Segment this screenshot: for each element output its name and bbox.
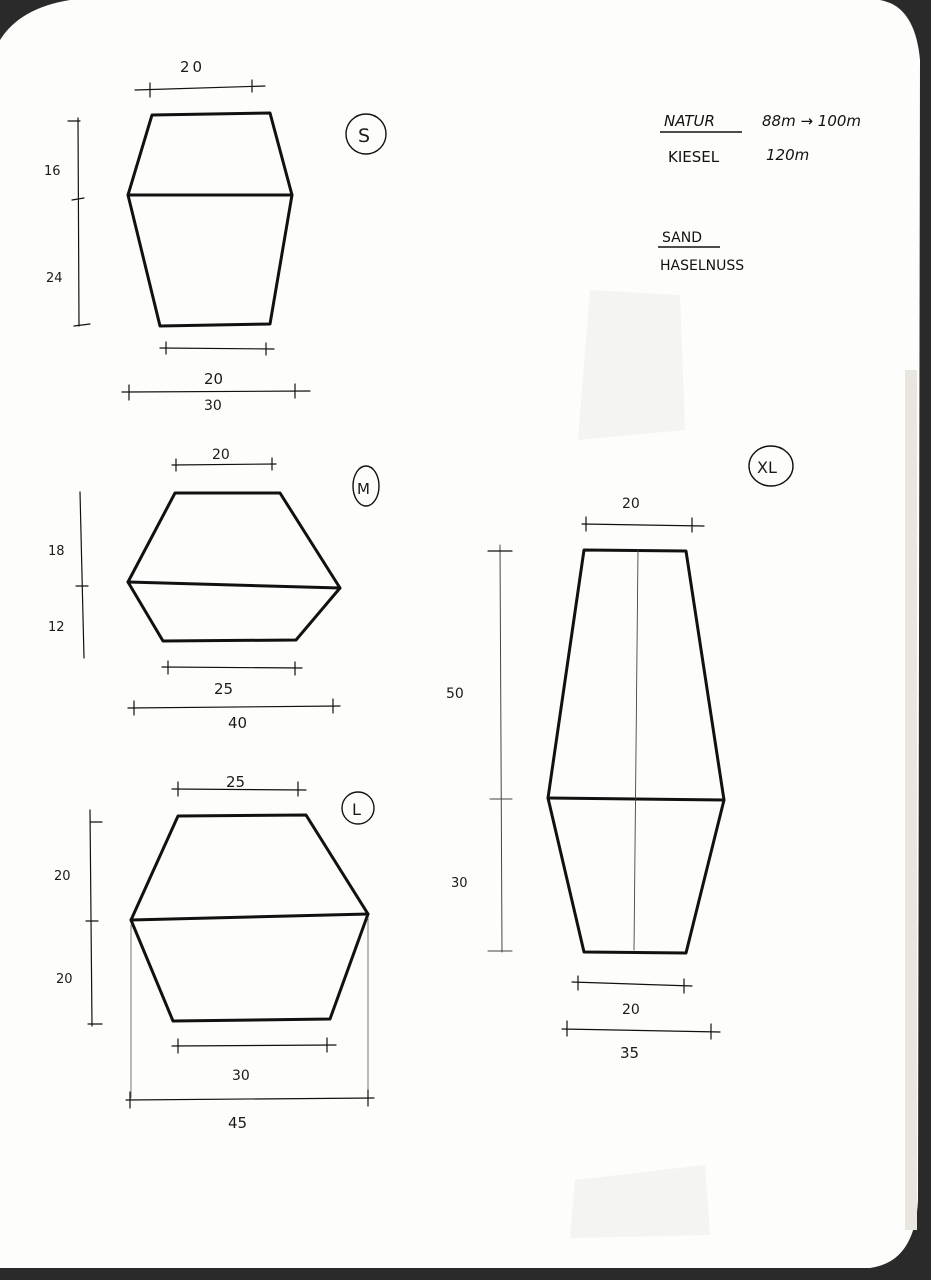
- vase-xl-lower-height-label: 30: [451, 876, 468, 891]
- vase-s-top-width-label: 20: [180, 58, 206, 76]
- vase-m-top-width-label: 20: [212, 447, 230, 463]
- vase-l-size-label: L: [352, 800, 361, 819]
- note-natur-label: NATUR: [664, 112, 715, 130]
- vase-m-upper-height-label: 18: [48, 544, 65, 559]
- tape-mark-top: [578, 290, 685, 440]
- vase-m-max-width-label: 40: [228, 714, 248, 732]
- vase-l-max-width-label: 45: [228, 1114, 248, 1132]
- note-sand-label: SAND: [662, 230, 702, 246]
- paper-page-edge: [905, 370, 917, 1230]
- vase-l-lower-height-label: 20: [56, 972, 73, 987]
- vase-s-lower-height-label: 24: [46, 271, 63, 286]
- note-haselnuss-label: HASELNUSS: [660, 258, 745, 274]
- note-kiesel-value: 120m: [766, 146, 810, 164]
- vase-xl-waist-line: [548, 798, 724, 800]
- vase-xl-max-width-label: 35: [620, 1044, 640, 1062]
- vase-l-upper-height-label: 20: [54, 869, 71, 884]
- vase-xl-size-label: XL: [757, 458, 777, 477]
- vase-m-lower-height-label: 12: [48, 620, 65, 635]
- vase-s-upper-height-label: 16: [44, 164, 61, 179]
- note-kiesel-label: KIESEL: [668, 148, 720, 166]
- vase-m-size-label: M: [357, 480, 370, 498]
- note-natur-value: 88m → 100m: [762, 112, 862, 130]
- vase-xl-top-width-label: 20: [622, 496, 640, 512]
- vase-s-bottom-width-label: 20: [204, 370, 224, 388]
- vase-l-bottom-width-label: 30: [232, 1068, 250, 1084]
- vase-m-bottom-width-label: 25: [214, 680, 234, 698]
- vase-l-top-width-label: 25: [226, 773, 246, 791]
- vase-xl-upper-height-label: 50: [446, 686, 464, 702]
- vase-s-size-label: S: [358, 125, 371, 147]
- bottom-shadow: [0, 1268, 931, 1280]
- vase-xl-bottom-width-label: 20: [622, 1002, 640, 1018]
- vase-s-max-width-label: 30: [204, 398, 222, 414]
